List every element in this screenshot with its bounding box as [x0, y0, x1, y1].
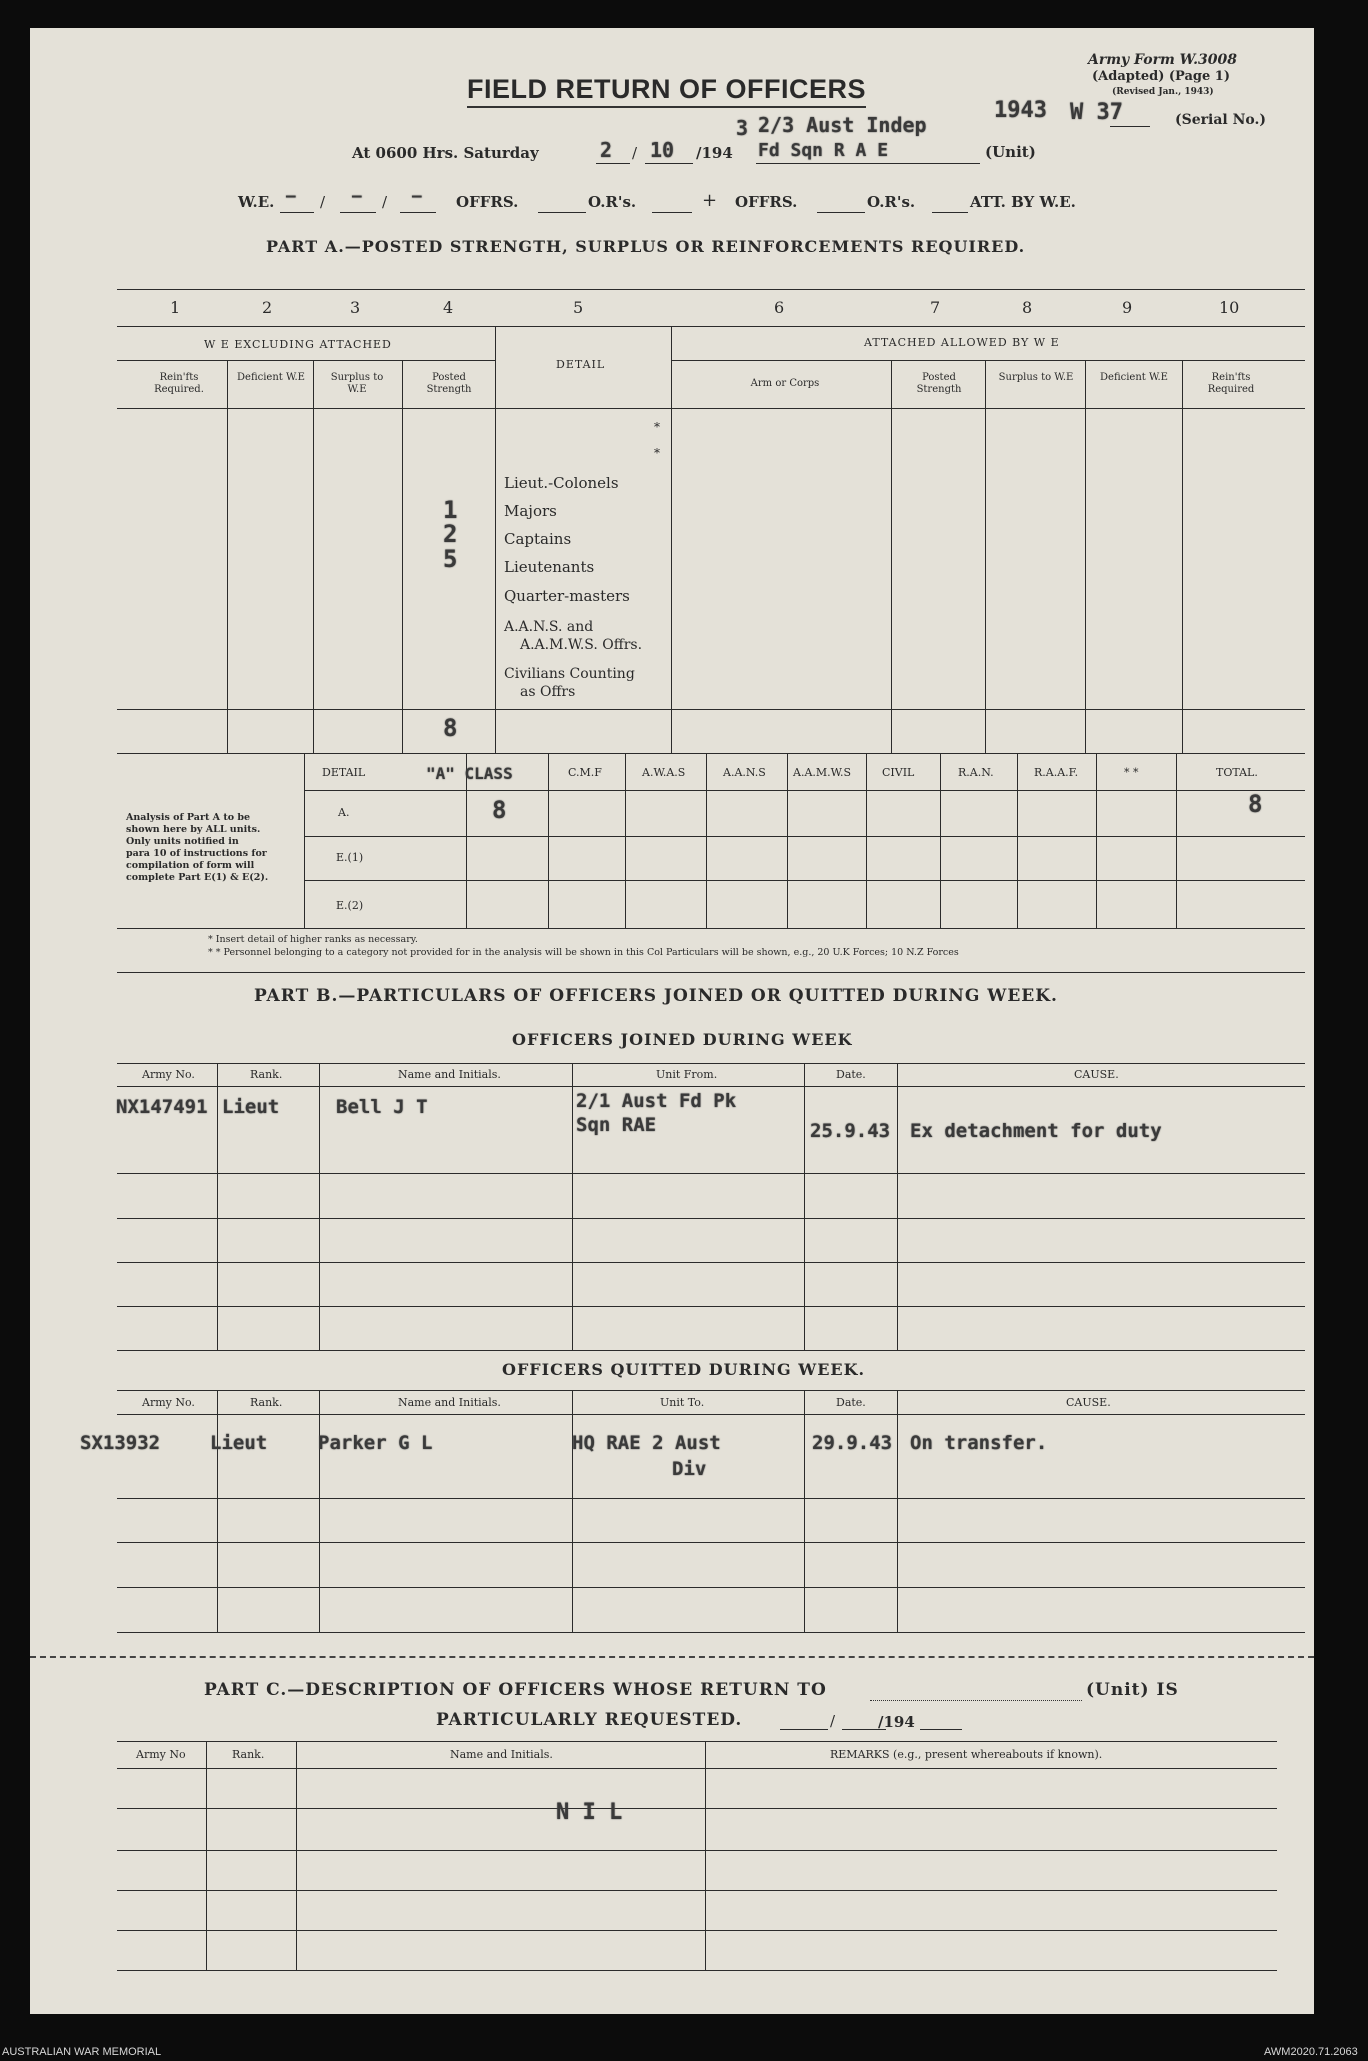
quitted-head-army-no: Army No. [142, 1396, 195, 1409]
quitted-head-unit-to: Unit To. [660, 1396, 705, 1409]
rank-quarter-masters: Quarter-masters [504, 587, 630, 605]
col-number: 10 [1219, 298, 1240, 317]
at-hours-label: At 0600 Hrs. Saturday [352, 144, 539, 162]
col-posted-strength: Posted Strength [426, 372, 472, 395]
quitted-head-name: Name and Initials. [398, 1396, 501, 1409]
quitted-unit-line2: Div [672, 1458, 707, 1480]
quitted-head-rank: Rank. [250, 1396, 283, 1409]
unit-label: (Unit) [985, 143, 1036, 161]
offrs-label-2: OFFRS. [735, 193, 798, 211]
part-b-title: PART B.—PARTICULARS OF OFFICERS JOINED OR QUITTED DURING WEEK. [254, 986, 1058, 1006]
joined-unit-line1: 2/1 Aust Fd Pk [576, 1090, 737, 1112]
joined-head-date: Date. [836, 1068, 866, 1081]
analysis-row-a: A. [338, 806, 350, 819]
offrs-label-1: OFFRS. [456, 193, 519, 211]
part-c-head-army-no: Army No [136, 1748, 186, 1761]
joined-name: Bell J T [336, 1096, 428, 1118]
rank-aans: A.A.N.S. and [504, 619, 594, 635]
analysis-head-ran: R.A.N. [958, 766, 994, 779]
serial-typed: W 37 [1070, 100, 1123, 125]
rank-civilians: Civilians Counting [504, 666, 635, 682]
col-number: 5 [573, 298, 584, 317]
col-posted-strength-att: Posted Strength [916, 372, 962, 395]
quitted-date: 29.9.43 [812, 1432, 893, 1454]
archive-footer-left: AUSTRALIAN WAR MEMORIAL [2, 2046, 162, 2058]
part-c-date-year: /194 [878, 1713, 915, 1731]
quitted-cause: On transfer. [910, 1432, 1048, 1454]
part-c-head-rank: Rank. [232, 1748, 265, 1761]
analysis-head-aamws: A.A.M.W.S [793, 766, 852, 779]
col-number: 3 [350, 298, 361, 317]
joined-head-army-no: Army No. [142, 1068, 195, 1081]
analysis-head-civil: CIVIL [882, 766, 915, 779]
analysis-note-line: shown here by ALL units. [126, 824, 261, 835]
archive-footer-right: AWM2020.71.2063 [1264, 2046, 1358, 2058]
analysis-a-class-value: 8 [492, 796, 507, 824]
col-surplus-we: Surplus to W.E [330, 372, 384, 395]
army-form-number: Army Form W.3008 [1088, 52, 1238, 68]
joined-head-name: Name and Initials. [398, 1068, 501, 1081]
plus-sign: + [702, 190, 718, 211]
perforation-line [30, 1656, 1314, 1658]
day-field: 2 [600, 138, 613, 162]
quitted-rank: Lieut [210, 1432, 268, 1454]
revised-label: (Revised Jan., 1943) [1112, 87, 1214, 97]
quitted-head-cause: CAUSE. [1066, 1396, 1111, 1409]
we-label: W.E. [238, 193, 275, 211]
att-by-we-label: ATT. BY W.E. [970, 193, 1076, 211]
joined-section-title: OFFICERS JOINED DURING WEEK [512, 1030, 853, 1049]
analysis-head-raaf: R.A.A.F. [1034, 766, 1079, 779]
quitted-army-no: SX13932 [80, 1432, 161, 1454]
analysis-note-line: para 10 of instructions for [126, 848, 267, 859]
analysis-row-e2: E.(2) [336, 899, 364, 912]
rank-captains: Captains [504, 530, 572, 548]
col-number: 2 [262, 298, 273, 317]
joined-head-cause: CAUSE. [1074, 1068, 1119, 1081]
attached-allowed-header: ATTACHED ALLOWED BY W E [864, 336, 1060, 349]
joined-unit-line2: Sqn RAE [576, 1114, 657, 1136]
part-a-title: PART A.—POSTED STRENGTH, SURPLUS OR REINFORCEMENTS REQUIRED. [266, 237, 1026, 256]
posted-total-value: 8 [443, 714, 458, 742]
joined-rank: Lieut [222, 1096, 280, 1118]
part-c-title-b: PARTICULARLY REQUESTED. [436, 1710, 743, 1730]
analysis-note-line: complete Part E(1) & E(2). [126, 872, 269, 883]
quitted-section-title: OFFICERS QUITTED DURING WEEK. [502, 1360, 866, 1379]
rank-civilians-2: as Offrs [520, 684, 576, 700]
part-c-nil: N I L [556, 1800, 623, 1825]
col-number: 7 [930, 298, 941, 317]
col-number: 6 [774, 298, 785, 317]
col-surplus-we-att: Surplus to W.E [998, 372, 1074, 383]
posted-lieutenants-value: 5 [443, 545, 458, 573]
year-prefix: /194 [696, 144, 733, 162]
analysis-head-a-class: "A" CLASS [426, 764, 513, 783]
joined-cause: Ex detachment for duty [910, 1120, 1162, 1142]
detail-header: DETAIL [556, 358, 606, 371]
analysis-head-aans: A.A.N.S [723, 766, 766, 779]
analysis-head-cmf: C.M.F [568, 766, 602, 779]
month-field: 10 [650, 138, 675, 162]
col-deficient-we: Deficient W.E [237, 372, 305, 383]
we-field-c: — [412, 186, 422, 205]
we-excluding-attached-header: W E EXCLUDING ATTACHED [204, 338, 392, 351]
unit-name-line2: Fd Sqn R A E [758, 140, 889, 161]
analysis-note-line: compilation of form will [126, 860, 255, 871]
rank-lieut-colonels: Lieut.-Colonels [504, 474, 619, 492]
analysis-row-e1: E.(1) [336, 851, 364, 864]
analysis-head-awas: A.W.A.S [642, 766, 686, 779]
we-field-b: — [352, 186, 362, 205]
joined-army-no: NX147491 [116, 1096, 208, 1118]
rank-majors: Majors [504, 502, 557, 520]
analysis-total-value: 8 [1248, 790, 1263, 818]
adapted-label: (Adapted) (Page 1) [1092, 69, 1230, 84]
quitted-head-date: Date. [836, 1396, 866, 1409]
part-c-title-a: PART C.—DESCRIPTION OF OFFICERS WHOSE RETURN TO [204, 1680, 827, 1700]
page-title: FIELD RETURN OF OFFICERS [467, 74, 866, 108]
joined-head-unit-from: Unit From. [656, 1068, 718, 1081]
joined-head-rank: Rank. [250, 1068, 283, 1081]
quitted-name: Parker G L [318, 1432, 433, 1454]
joined-date: 25.9.43 [810, 1120, 891, 1142]
posted-majors-value: 1 [443, 496, 458, 524]
analysis-head-detail: DETAIL [322, 766, 366, 779]
analysis-head-total: TOTAL. [1216, 766, 1258, 779]
col-reinfts-required-att: Rein'fts Required [1207, 372, 1255, 395]
part-c-head-name: Name and Initials. [450, 1748, 553, 1761]
col-number: 9 [1122, 298, 1133, 317]
col-number: 4 [443, 298, 454, 317]
serial-label: (Serial No.) [1175, 112, 1266, 128]
part-c-head-remarks: REMARKS (e.g., present whereabouts if known). [830, 1748, 1103, 1761]
analysis-note-line: Analysis of Part A to be [126, 812, 251, 823]
col-number: 8 [1022, 298, 1033, 317]
col-number: 1 [170, 298, 181, 317]
ors-label-2: O.R's. [867, 193, 916, 211]
year-typed: 1943 [994, 98, 1047, 123]
col-reinfts-required: Rein'fts Required. [154, 372, 204, 395]
analysis-head-other: * * [1124, 766, 1139, 779]
year-digit: 3 [736, 116, 749, 140]
ors-label-1: O.R's. [588, 193, 637, 211]
posted-captains-value: 2 [443, 520, 458, 548]
col-deficient-we-att: Deficient W.E [1100, 372, 1168, 383]
rank-lieutenants: Lieutenants [504, 558, 595, 576]
unit-name-line1: 2/3 Aust Indep [758, 113, 927, 137]
we-field-a: — [286, 186, 296, 205]
footnote-other-category: * * Personnel belonging to a category not provided for in the analysis will be shown in this Col Particulars will be shown, e.g., 20 U.K Forces; 10 N.Z Forces [208, 947, 959, 958]
quitted-unit-line1: HQ RAE 2 Aust [572, 1432, 721, 1454]
part-c-title-unit: (Unit) IS [1086, 1680, 1179, 1700]
rank-aamws: A.A.M.W.S. Offrs. [520, 637, 643, 653]
analysis-note-line: Only units notified in [126, 836, 239, 847]
footnote-higher-ranks: * Insert detail of higher ranks as necessary. [208, 934, 418, 945]
col-arm-or-corps: Arm or Corps [750, 378, 820, 389]
